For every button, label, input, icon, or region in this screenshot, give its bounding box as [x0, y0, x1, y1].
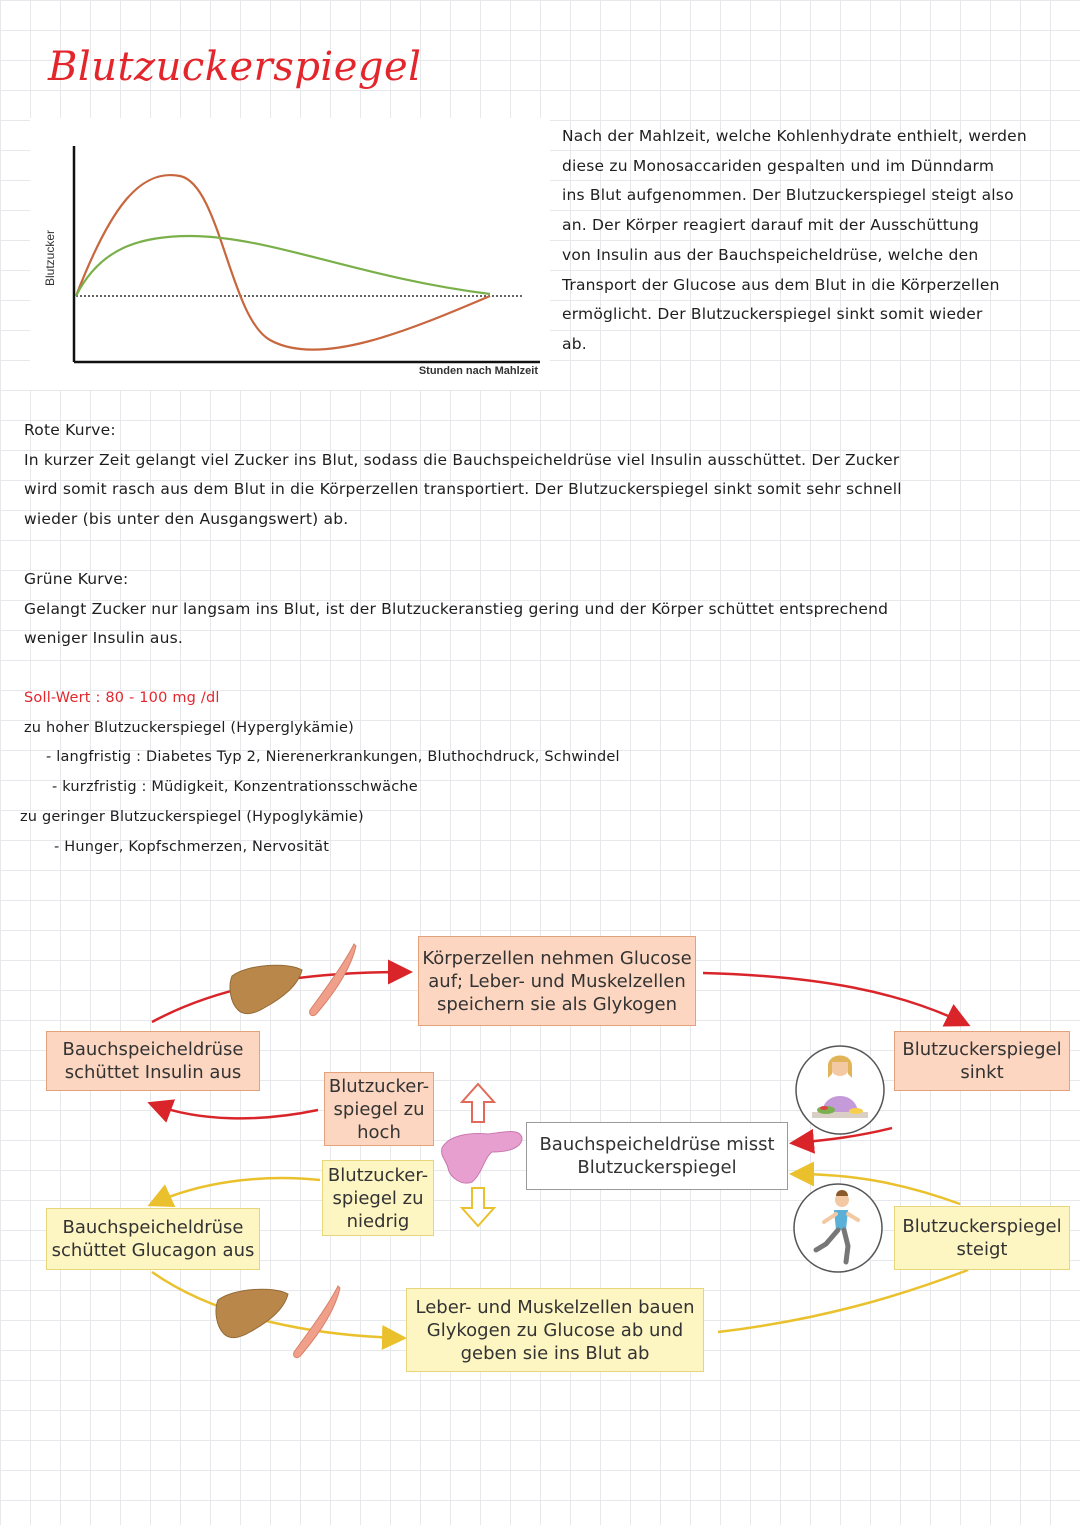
- red-curve-line: In kurzer Zeit gelangt viel Zucker ins Blut, sodass die Bauchspeicheldrüse viel Insulin ausschüttet. Der Zucker: [24, 450, 900, 469]
- hypoglycemia-heading: zu geringer Blutzuckerspiegel (Hypoglykämie): [20, 808, 364, 825]
- intro-line: von Insulin aus der Bauchspeicheldrüse, welche den: [562, 245, 979, 264]
- red-curve: [76, 175, 490, 350]
- running-person-icon: [792, 1182, 884, 1274]
- arrow-red-cells-to-sinks: [703, 973, 966, 1024]
- green-curve-line: weniger Insulin aus.: [24, 629, 183, 648]
- green-curve-heading: Grüne Kurve:: [24, 570, 129, 588]
- box-blood-sugar-rises: Blutzuckerspiegel steigt: [894, 1206, 1070, 1270]
- arrow-yellow-too-low-to-glucagon: [152, 1178, 320, 1204]
- hypoglycemia-symptoms: - Hunger, Kopfschmerzen, Nervosität: [54, 838, 330, 855]
- y-axis-label: Blutzucker: [43, 229, 57, 287]
- red-curve-heading: Rote Kurve:: [24, 421, 116, 439]
- liver-icon: [214, 1286, 290, 1342]
- green-curve-line: Gelangt Zucker nur langsam ins Blut, ist der Blutzuckeranstieg gering und der Körper schüttet entsprechend: [24, 599, 889, 618]
- hyperglycemia-heading: zu hoher Blutzuckerspiegel (Hyperglykämie): [24, 719, 354, 736]
- x-axis-label: Stunden nach Mahlzeit: [418, 365, 538, 377]
- liver-icon: [228, 962, 304, 1018]
- muscle-icon: [284, 1282, 344, 1364]
- box-glucagon-release: Bauchspeicheldrüse schüttet Glucagon aus: [46, 1208, 260, 1270]
- red-curve-section: [24, 416, 1064, 535]
- intro-line: Nach der Mahlzeit, welche Kohlenhydrate enthielt, werden: [562, 127, 1027, 145]
- box-blood-sugar-too-high: Blutzucker-spiegel zu hoch: [324, 1072, 434, 1146]
- arrow-yellow-liver-to-rises: [718, 1270, 968, 1332]
- hyperglycemia-long-term: - langfristig : Diabetes Typ 2, Nierenerkrankungen, Bluthochdruck, Schwindel: [46, 749, 620, 766]
- muscle-icon: [300, 940, 360, 1022]
- box-insulin-release: Bauchspeicheldrüse schüttet Insulin aus: [46, 1031, 260, 1091]
- green-curve-section: [24, 565, 1064, 654]
- eating-person-icon: [794, 1044, 886, 1136]
- notes-section: [20, 684, 1064, 862]
- intro-line: ab.: [562, 334, 587, 353]
- box-cells-take-glucose: Körperzellen nehmen Glucose auf; Leber- und Muskelzellen speichern sie als Glykogen: [418, 936, 696, 1026]
- hyperglycemia-short-term: - kurzfristig : Müdigkeit, Konzentrationsschwäche: [52, 779, 418, 796]
- box-liver-muscle-release-glucose: Leber- und Muskelzellen bauen Glykogen zu Glucose ab und geben sie ins Blut ab: [406, 1288, 704, 1372]
- red-curve-line: wird somit rasch aus dem Blut in die Körperzellen transportiert. Der Blutzuckerspiegel sinkt somit sehr schnell: [24, 480, 902, 499]
- intro-paragraph: [562, 122, 1074, 360]
- arrow-red-too-high-to-insulin: [152, 1104, 318, 1118]
- green-curve: [76, 236, 490, 296]
- soll-wert: Soll-Wert : 80 - 100 mg /dl: [24, 690, 220, 706]
- page-title: Blutzuckerspiegel: [48, 44, 422, 90]
- arrow-down-icon: [462, 1188, 494, 1226]
- arrow-up-icon: [462, 1084, 494, 1122]
- intro-line: ermöglicht. Der Blutzuckerspiegel sinkt somit wieder: [562, 305, 983, 324]
- red-curve-line: wieder (bis unter den Ausgangswert) ab.: [24, 510, 349, 529]
- box-blood-sugar-too-low: Blutzucker-spiegel zu niedrig: [322, 1160, 434, 1236]
- intro-line: Transport der Glucose aus dem Blut in die Körperzellen: [562, 275, 1000, 294]
- box-blood-sugar-sinks: Blutzuckerspiegel sinkt: [894, 1031, 1070, 1091]
- intro-line: diese zu Monosaccariden gespalten und im Dünndarm: [562, 156, 995, 175]
- intro-line: ins Blut aufgenommen. Der Blutzuckerspiegel steigt also: [562, 186, 1014, 205]
- box-pancreas-measures: Bauchspeicheldrüse misst Blutzuckerspiegel: [526, 1122, 788, 1190]
- graph-svg: [30, 118, 550, 390]
- pancreas-icon: [438, 1124, 524, 1188]
- blood-sugar-graph: [30, 118, 550, 390]
- intro-line: an. Der Körper reagiert darauf mit der Ausschüttung: [562, 216, 980, 235]
